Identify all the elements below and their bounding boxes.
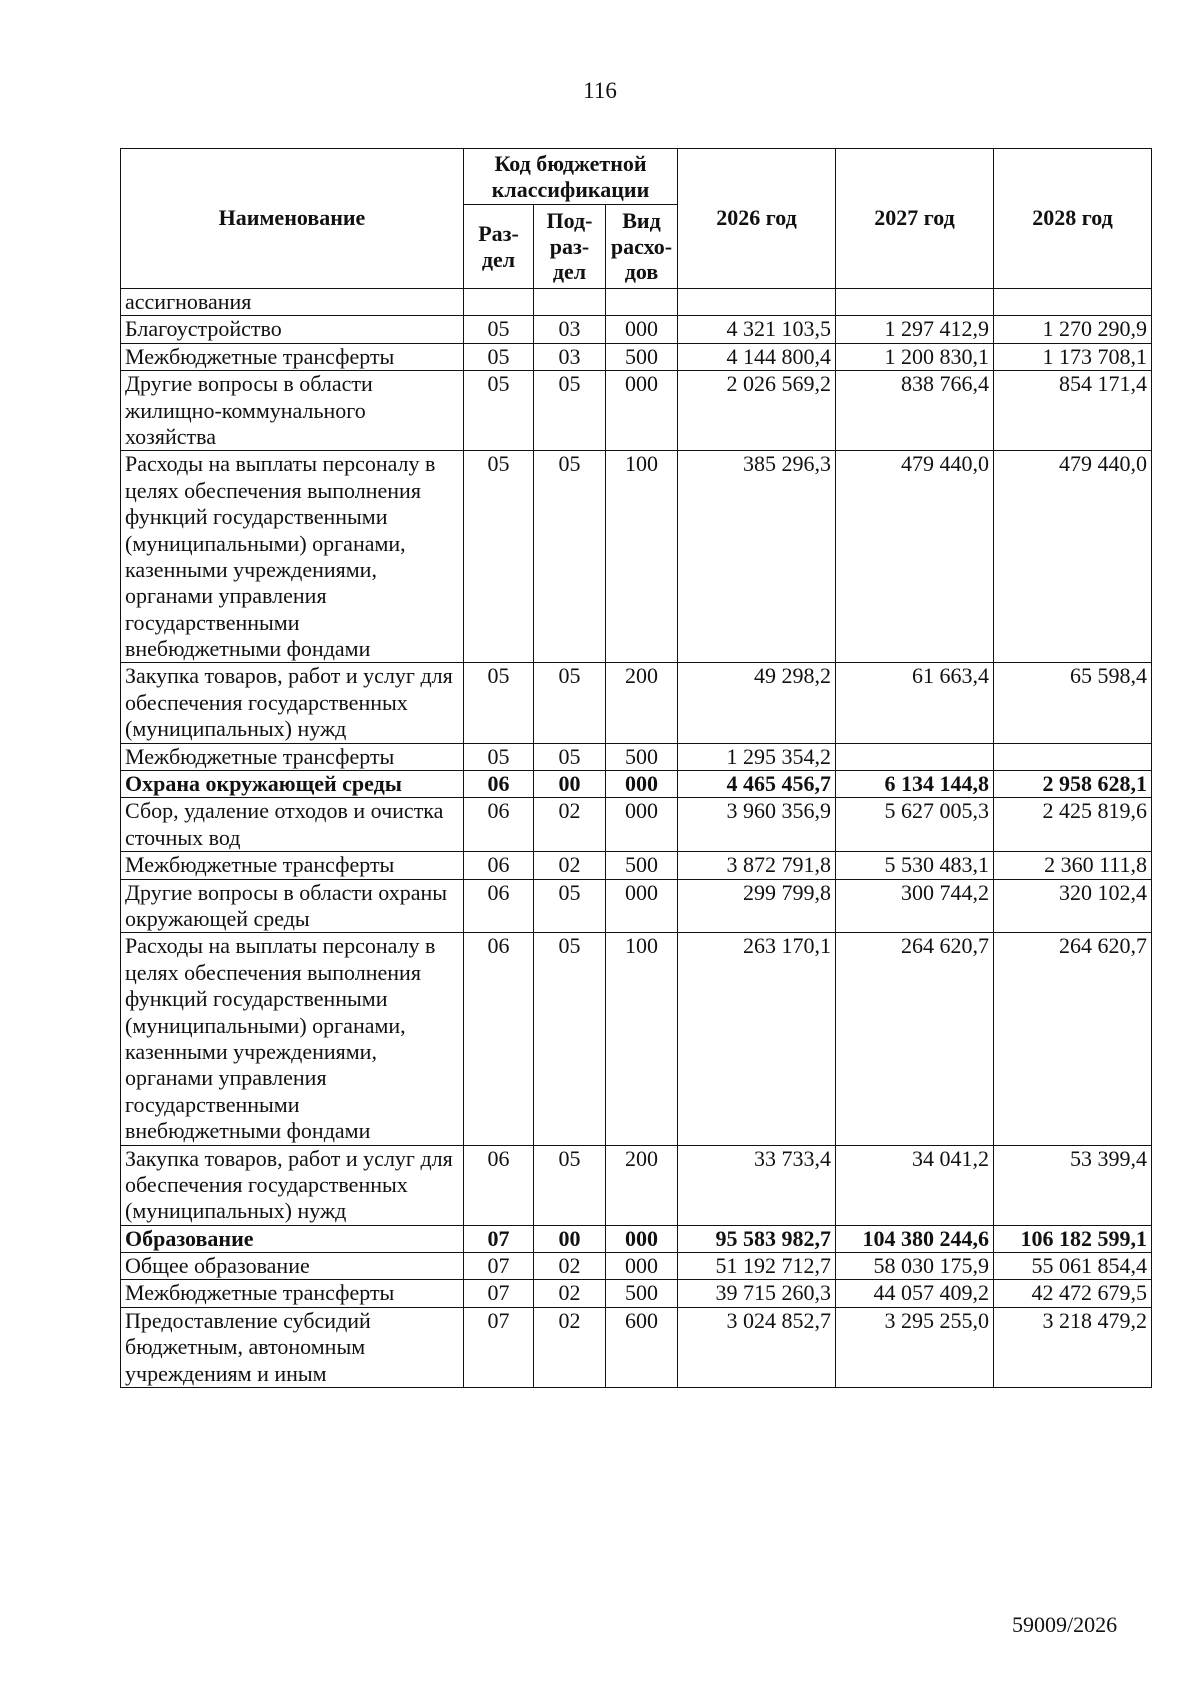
row-vid	[606, 289, 678, 316]
row-razdel: 06	[464, 798, 534, 852]
row-value-2027: 838 766,4	[836, 371, 994, 451]
table-header	[121, 149, 1152, 289]
row-razdel: 07	[464, 1253, 534, 1280]
table-row	[121, 798, 1152, 852]
table-row	[121, 1307, 1152, 1387]
header-vid: Вид расхо-дов	[606, 205, 678, 289]
table-row	[121, 1253, 1152, 1280]
row-razdel: 06	[464, 879, 534, 933]
table-row	[121, 451, 1152, 663]
row-vid: 000	[606, 879, 678, 933]
row-value-2027: 300 744,2	[836, 879, 994, 933]
row-value-2028: 1 173 708,1	[994, 343, 1152, 370]
row-value-2027: 34 041,2	[836, 1145, 994, 1225]
table-row	[121, 343, 1152, 370]
row-name: Сбор, удаление отходов и очистка сточных вод	[121, 798, 464, 852]
row-name: Межбюджетные трансферты	[121, 343, 464, 370]
document-code: 59009/2026	[1012, 1612, 1118, 1637]
row-value-2028: 106 182 599,1	[994, 1225, 1152, 1252]
row-name: ассигнования	[121, 289, 464, 316]
row-value-2026: 2 026 569,2	[678, 371, 836, 451]
row-vid: 200	[606, 1145, 678, 1225]
row-podrazdel: 02	[534, 1253, 606, 1280]
row-value-2028	[994, 289, 1152, 316]
table-row	[121, 743, 1152, 770]
row-value-2026: 95 583 982,7	[678, 1225, 836, 1252]
table-row	[121, 852, 1152, 879]
row-podrazdel: 02	[534, 852, 606, 879]
row-value-2027: 61 663,4	[836, 663, 994, 743]
row-name: Другие вопросы в области охраны окружающей среды	[121, 879, 464, 933]
row-podrazdel: 05	[534, 663, 606, 743]
page-number: 116	[583, 78, 617, 103]
row-value-2026: 4 144 800,4	[678, 343, 836, 370]
table-row	[121, 771, 1152, 798]
table-row	[121, 371, 1152, 451]
row-value-2028: 320 102,4	[994, 879, 1152, 933]
row-name: Образование	[121, 1225, 464, 1252]
row-value-2026: 263 170,1	[678, 933, 836, 1145]
row-value-2026: 385 296,3	[678, 451, 836, 663]
row-podrazdel: 02	[534, 798, 606, 852]
header-razdel: Раз-дел	[464, 205, 534, 289]
row-vid: 500	[606, 343, 678, 370]
row-name: Охрана окружающей среды	[121, 771, 464, 798]
row-name: Расходы на выплаты персоналу в целях обеспечения выполнения функций государственными (муниципальными) органами, казенными учреждениями, органами управления государственными внебюджетными фондами	[121, 933, 464, 1145]
row-value-2028: 264 620,7	[994, 933, 1152, 1145]
row-value-2026: 4 321 103,5	[678, 316, 836, 343]
row-vid: 000	[606, 371, 678, 451]
row-razdel: 06	[464, 933, 534, 1145]
row-podrazdel: 05	[534, 451, 606, 663]
header-podrazdel: Под-раз-дел	[534, 205, 606, 289]
row-value-2028: 42 472 679,5	[994, 1280, 1152, 1307]
row-podrazdel: 02	[534, 1307, 606, 1387]
row-razdel: 07	[464, 1280, 534, 1307]
row-razdel: 05	[464, 343, 534, 370]
row-value-2028: 2 360 111,8	[994, 852, 1152, 879]
row-value-2026: 1 295 354,2	[678, 743, 836, 770]
row-razdel: 07	[464, 1225, 534, 1252]
table-row	[121, 289, 1152, 316]
row-value-2027: 6 134 144,8	[836, 771, 994, 798]
row-podrazdel: 05	[534, 1145, 606, 1225]
row-vid: 500	[606, 743, 678, 770]
row-razdel: 05	[464, 663, 534, 743]
header-2028: 2028 год	[994, 149, 1152, 289]
row-value-2028: 65 598,4	[994, 663, 1152, 743]
header-name: Наименование	[121, 149, 464, 289]
row-value-2028: 479 440,0	[994, 451, 1152, 663]
row-podrazdel: 03	[534, 343, 606, 370]
row-name: Предоставление субсидий бюджетным, автономным учреждениям и иным	[121, 1307, 464, 1387]
row-value-2026: 299 799,8	[678, 879, 836, 933]
table-row	[121, 1280, 1152, 1307]
row-name: Другие вопросы в области жилищно-коммунального хозяйства	[121, 371, 464, 451]
header-code-group: Код бюджетной классификации	[464, 149, 678, 205]
row-vid: 600	[606, 1307, 678, 1387]
row-vid: 000	[606, 1253, 678, 1280]
row-value-2027: 44 057 409,2	[836, 1280, 994, 1307]
row-value-2027: 479 440,0	[836, 451, 994, 663]
row-vid: 500	[606, 852, 678, 879]
row-podrazdel: 05	[534, 743, 606, 770]
row-name: Благоустройство	[121, 316, 464, 343]
row-razdel: 05	[464, 316, 534, 343]
row-razdel: 05	[464, 371, 534, 451]
row-value-2026: 3 960 356,9	[678, 798, 836, 852]
row-podrazdel: 00	[534, 1225, 606, 1252]
row-razdel: 06	[464, 1145, 534, 1225]
row-value-2028: 854 171,4	[994, 371, 1152, 451]
row-value-2027: 1 297 412,9	[836, 316, 994, 343]
row-value-2027: 104 380 244,6	[836, 1225, 994, 1252]
table-row	[121, 663, 1152, 743]
header-2027: 2027 год	[836, 149, 994, 289]
row-vid: 000	[606, 771, 678, 798]
row-value-2026: 51 192 712,7	[678, 1253, 836, 1280]
row-value-2026	[678, 289, 836, 316]
table-row	[121, 879, 1152, 933]
row-value-2027	[836, 289, 994, 316]
table-row	[121, 316, 1152, 343]
row-razdel: 05	[464, 743, 534, 770]
row-value-2027: 1 200 830,1	[836, 343, 994, 370]
row-value-2026: 4 465 456,7	[678, 771, 836, 798]
row-podrazdel: 02	[534, 1280, 606, 1307]
row-name: Общее образование	[121, 1253, 464, 1280]
row-podrazdel	[534, 289, 606, 316]
row-value-2028: 1 270 290,9	[994, 316, 1152, 343]
row-razdel: 07	[464, 1307, 534, 1387]
row-name: Межбюджетные трансферты	[121, 743, 464, 770]
row-podrazdel: 00	[534, 771, 606, 798]
row-name: Расходы на выплаты персоналу в целях обеспечения выполнения функций государственными (муниципальными) органами, казенными учреждениями, органами управления государственными внебюджетными фондами	[121, 451, 464, 663]
table-row	[121, 1225, 1152, 1252]
budget-table	[120, 148, 1152, 1388]
row-value-2028: 3 218 479,2	[994, 1307, 1152, 1387]
header-2026: 2026 год	[678, 149, 836, 289]
row-value-2028: 2 958 628,1	[994, 771, 1152, 798]
row-value-2028: 2 425 819,6	[994, 798, 1152, 852]
row-name: Межбюджетные трансферты	[121, 852, 464, 879]
row-value-2028: 53 399,4	[994, 1145, 1152, 1225]
table-row	[121, 1145, 1152, 1225]
row-value-2027: 264 620,7	[836, 933, 994, 1145]
row-value-2027: 3 295 255,0	[836, 1307, 994, 1387]
row-vid: 500	[606, 1280, 678, 1307]
row-podrazdel: 05	[534, 933, 606, 1145]
row-razdel: 05	[464, 451, 534, 663]
row-vid: 000	[606, 1225, 678, 1252]
table-body	[121, 289, 1152, 1388]
row-razdel: 06	[464, 852, 534, 879]
row-name: Межбюджетные трансферты	[121, 1280, 464, 1307]
row-value-2026: 3 872 791,8	[678, 852, 836, 879]
row-name: Закупка товаров, работ и услуг для обеспечения государственных (муниципальных) нужд	[121, 663, 464, 743]
row-value-2027: 5 627 005,3	[836, 798, 994, 852]
row-value-2028: 55 061 854,4	[994, 1253, 1152, 1280]
row-value-2027: 58 030 175,9	[836, 1253, 994, 1280]
row-razdel	[464, 289, 534, 316]
row-vid: 100	[606, 933, 678, 1145]
row-value-2027: 5 530 483,1	[836, 852, 994, 879]
row-razdel: 06	[464, 771, 534, 798]
row-name: Закупка товаров, работ и услуг для обеспечения государственных (муниципальных) нужд	[121, 1145, 464, 1225]
row-value-2028	[994, 743, 1152, 770]
row-podrazdel: 05	[534, 879, 606, 933]
row-value-2026: 3 024 852,7	[678, 1307, 836, 1387]
row-vid: 200	[606, 663, 678, 743]
row-value-2026: 33 733,4	[678, 1145, 836, 1225]
row-vid: 000	[606, 798, 678, 852]
row-vid: 100	[606, 451, 678, 663]
table-row	[121, 933, 1152, 1145]
row-value-2026: 39 715 260,3	[678, 1280, 836, 1307]
row-value-2027	[836, 743, 994, 770]
row-podrazdel: 05	[534, 371, 606, 451]
row-value-2026: 49 298,2	[678, 663, 836, 743]
row-podrazdel: 03	[534, 316, 606, 343]
row-vid: 000	[606, 316, 678, 343]
